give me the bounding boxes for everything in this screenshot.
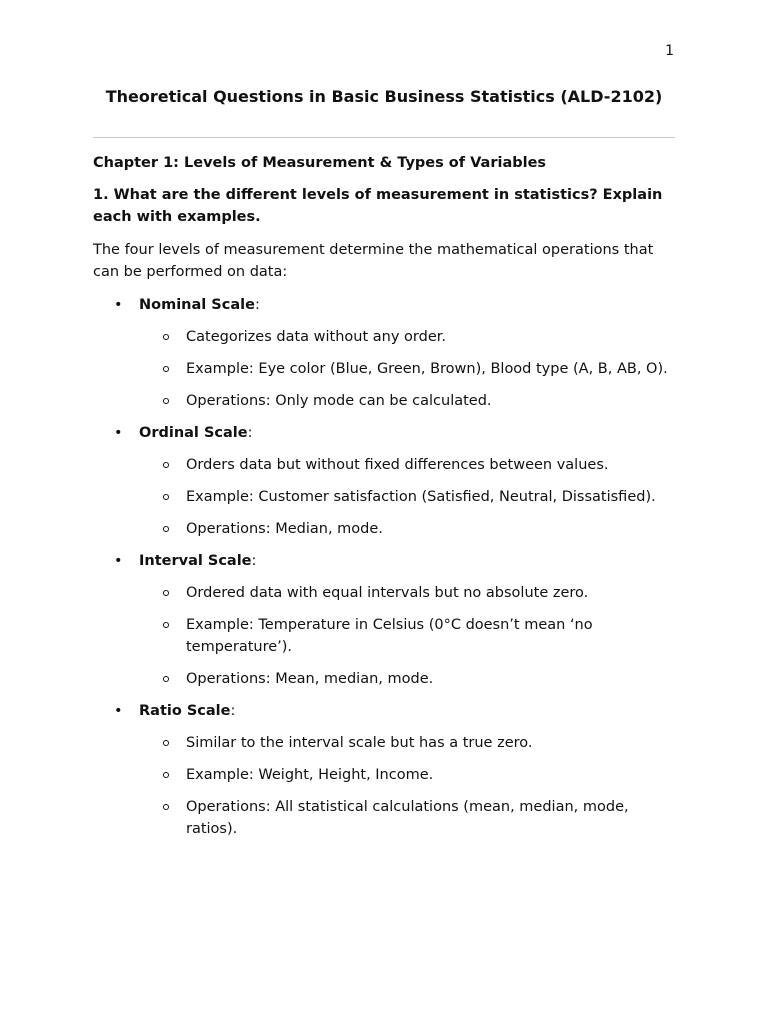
colon: : — [230, 703, 236, 719]
scale-item-ordinal — [93, 422, 678, 540]
circle-bullet-icon — [163, 590, 169, 596]
list-item — [139, 614, 678, 658]
scale-name: Ratio Scale — [139, 703, 231, 719]
colon: : — [254, 297, 260, 313]
scale-item-interval — [93, 550, 678, 690]
scale-details — [139, 582, 678, 690]
circle-bullet-icon — [163, 772, 169, 778]
bullet-icon: • — [114, 703, 123, 719]
list-item — [139, 454, 678, 476]
list-item-text: Example: Temperature in Celsius (0°C doesn’t mean ‘no temperature’). — [186, 617, 593, 655]
scale-details — [139, 454, 678, 540]
scale-name: Nominal Scale — [139, 297, 255, 313]
circle-bullet-icon — [163, 804, 169, 810]
bullet-icon: • — [114, 553, 123, 569]
scale-name: Ordinal Scale — [139, 425, 248, 441]
horizontal-rule — [93, 137, 675, 138]
list-item — [139, 326, 678, 348]
scale-list — [93, 294, 678, 840]
circle-bullet-icon — [163, 494, 169, 500]
list-item — [139, 582, 678, 604]
list-item — [139, 764, 678, 786]
list-item-text: Operations: Only mode can be calculated. — [186, 393, 492, 409]
list-item-text: Operations: Mean, median, mode. — [186, 671, 434, 687]
list-item-text: Operations: All statistical calculations (mean, median, mode, ratios). — [186, 799, 629, 837]
list-item-text: Example: Weight, Height, Income. — [186, 767, 434, 783]
circle-bullet-icon — [163, 366, 169, 372]
intro-paragraph: The four levels of measurement determine the mathematical operations that can be performed on data: — [93, 242, 654, 280]
circle-bullet-icon — [163, 740, 169, 746]
page-number: 1 — [665, 43, 674, 59]
list-item — [139, 518, 678, 540]
circle-bullet-icon — [163, 398, 169, 404]
circle-bullet-icon — [163, 462, 169, 468]
scale-item-ratio — [93, 700, 678, 840]
scale-name: Interval Scale — [139, 553, 252, 569]
list-item — [139, 668, 678, 690]
scale-details — [139, 326, 678, 412]
list-item-text: Categorizes data without any order. — [186, 329, 446, 345]
list-item-text: Example: Customer satisfaction (Satisfied, Neutral, Dissatisfied). — [186, 489, 656, 505]
circle-bullet-icon — [163, 622, 169, 628]
colon: : — [247, 425, 253, 441]
list-item-text: Ordered data with equal intervals but no absolute zero. — [186, 585, 589, 601]
scale-details — [139, 732, 678, 840]
circle-bullet-icon — [163, 526, 169, 532]
list-item — [139, 390, 678, 412]
bullet-icon: • — [114, 425, 123, 441]
list-item — [139, 796, 678, 840]
colon: : — [251, 553, 257, 569]
list-item — [139, 358, 678, 380]
list-item-text: Operations: Median, mode. — [186, 521, 383, 537]
document-title: Theoretical Questions in Basic Business Statistics (ALD-2102) — [105, 87, 663, 106]
circle-bullet-icon — [163, 334, 169, 340]
document-body — [93, 152, 678, 850]
bullet-icon: • — [114, 297, 123, 313]
list-item-text: Similar to the interval scale but has a true zero. — [186, 735, 533, 751]
list-item — [139, 486, 678, 508]
list-item — [139, 732, 678, 754]
question-heading: 1. What are the different levels of measurement in statistics? Explain each with examples. — [93, 187, 663, 225]
list-item-text: Orders data but without fixed differences between values. — [186, 457, 609, 473]
circle-bullet-icon — [163, 676, 169, 682]
scale-item-nominal — [93, 294, 678, 412]
chapter-heading: Chapter 1: Levels of Measurement & Types of Variables — [93, 155, 547, 171]
list-item-text: Example: Eye color (Blue, Green, Brown), Blood type (A, B, AB, O). — [186, 361, 668, 377]
